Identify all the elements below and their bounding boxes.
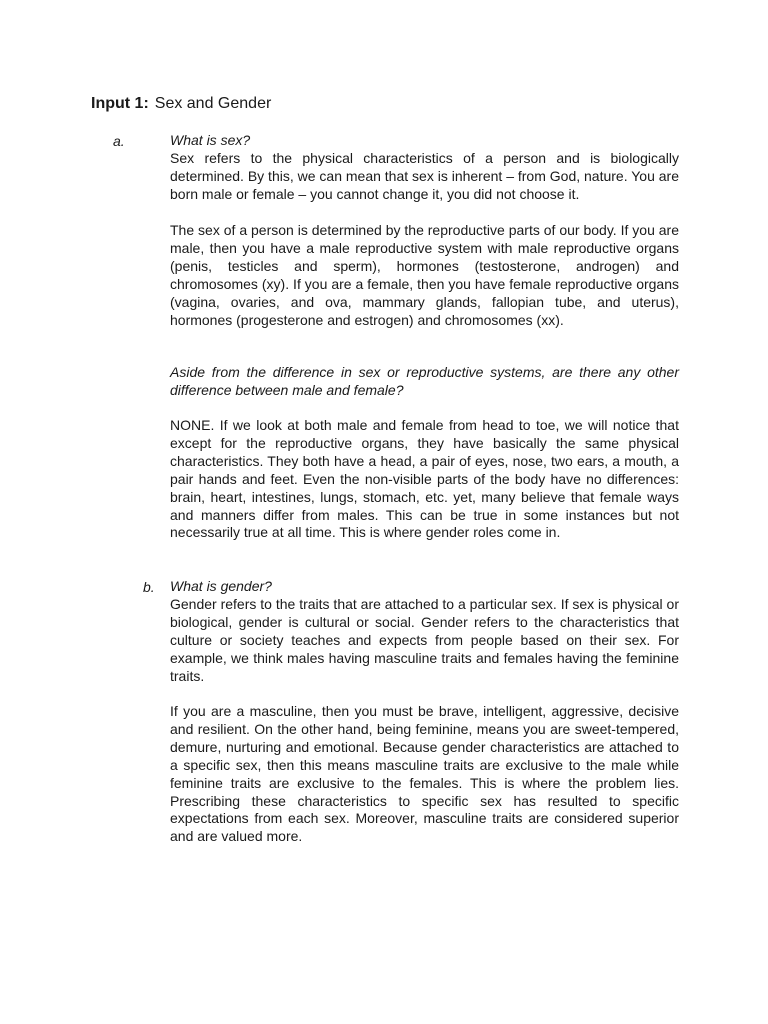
page-heading	[91, 94, 271, 114]
section-a-paragraph-2-text: The sex of a person is determined by the reproductive parts of our body. If you are male, then you have a male reproductive system with male reproductive organs (penis, testicles and sperm), hormones (testosterone, androgen) and chromosomes (xy). If you are a female, then you have female reproductive organs (vagina, ovaries, and ova, mammary glands, fallopian tube, and uterus), hormones (progesterone and estrogen) and chromosomes (xx).	[170, 222, 679, 328]
section-b-paragraph-1	[170, 596, 679, 686]
section-a-paragraph-1	[170, 150, 679, 204]
section-a-question	[170, 364, 679, 400]
section-a-paragraph-1-text: Sex refers to the physical characteristics of a person and is biologically determined. By this, we can mean that sex is inherent – from God, nature. You are born male or female – you cannot change it, you did not choose it.	[170, 150, 679, 202]
section-b-paragraph-1-text: Gender refers to the traits that are attached to a particular sex. If sex is physical or biological, gender is cultural or social. Gender refers to the characteristics that culture or society teaches and expects from people based on their sex. For example, we think males having masculine traits and females having the feminine traits.	[170, 596, 679, 684]
section-a-paragraph-3	[170, 417, 679, 542]
section-b-paragraph-2	[170, 703, 679, 846]
heading-title: Sex and Gender	[154, 95, 272, 112]
section-a-paragraph-3-text: NONE. If we look at both male and female from head to toe, we will notice that except for the reproductive organs, they have basically the same physical characteristics. They both have a head, a pair of eyes, nose, two ears, a mouth, a pair hands and feet. Even the non-visible parts of the body have no differences: brain, heart, intestines, lungs, stomach, etc. yet, many believe that female ways and manners differ from males. This can be true in some instances but not necessarily true at all time. This is where gender roles come in.	[170, 417, 679, 541]
section-b-marker: b.	[143, 579, 155, 595]
section-a-title-text: What is sex?	[170, 132, 251, 148]
section-a-title	[170, 132, 679, 150]
heading-label: Input 1:	[91, 95, 149, 112]
section-b-title-text: What is gender?	[170, 578, 272, 594]
section-b-title	[170, 578, 679, 596]
section-b-paragraph-2-text: If you are a masculine, then you must be brave, intelligent, aggressive, decisive and resilient. On the other hand, being feminine, means you are sweet-tempered, demure, nurturing and emotional. Because gender characteristics are attached to a specific sex, then this means masculine traits are exclusive to the male while feminine traits are exclusive to the females. This is where the problem lies. Prescribing these characteristics to specific sex has resulted to specific expectations from each sex. Moreover, masculine traits are considered superior and are valued more.	[170, 703, 679, 845]
section-a-marker: a.	[113, 133, 125, 149]
section-a-question-text: Aside from the difference in sex or reproductive systems, are there any other difference between male and female?	[170, 364, 679, 398]
section-a-paragraph-2	[170, 222, 679, 329]
